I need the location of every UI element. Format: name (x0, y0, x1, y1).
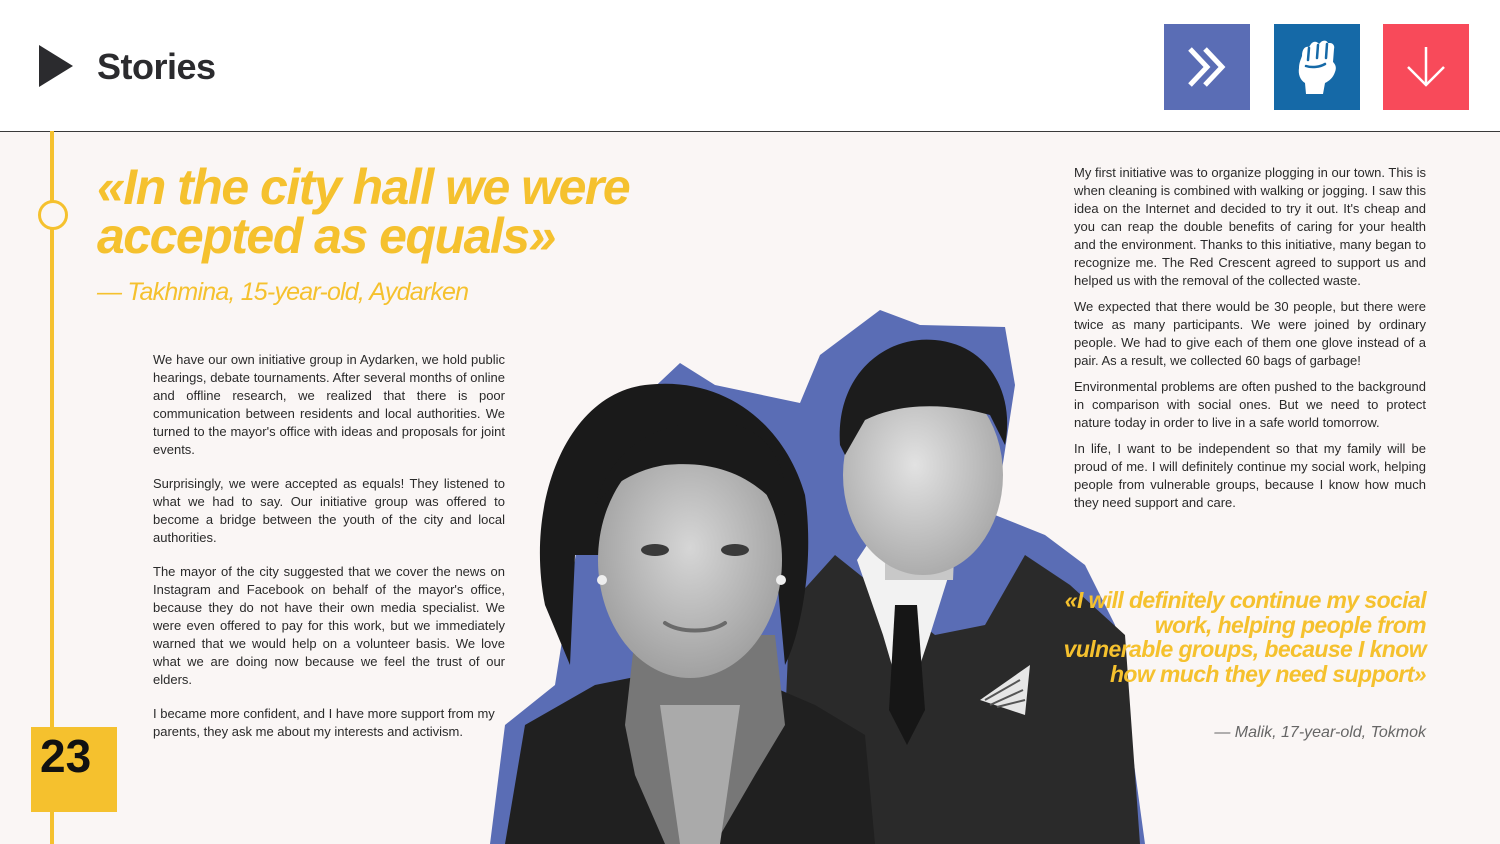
raised-fist-icon (1292, 38, 1342, 96)
side-quote-author: — Malik, 17-year-old, Tokmok (1214, 724, 1426, 741)
fist-button[interactable] (1274, 24, 1360, 110)
page-number: 23 (31, 727, 117, 812)
arrow-down-icon (1402, 43, 1450, 91)
page-title: Stories (97, 46, 216, 87)
paragraph: We have our own initiative group in Aydarken, we hold public hearings, debate tournaments. After several months of online and offline research, we realized that there is poor communication between residents and local authorities. We turned to the mayor's office with ideas and proposals for joint events. (153, 352, 505, 457)
timeline-marker (38, 200, 68, 230)
main-quote-line: accepted as equals» (97, 208, 555, 264)
paragraph: Surprisingly, we were accepted as equals! They listened to what we had to say. Our initiative group was offered to become a bridge between the youth of the city and local authorities. (153, 476, 505, 545)
portrait-photo-collage (485, 305, 1150, 844)
paragraph: My first initiative was to organize plogging in our town. This is when cleaning is combined with walking or jogging. I saw this idea on the Internet and decided to try it out. It's cheap and you can reap the double benefits of caring for your health and the environment. Thanks to this initiative, many began to recognize me. The Red Crescent agreed to support us and helped us with the removal of the collected waste. (1074, 165, 1426, 288)
forward-button[interactable] (1164, 24, 1250, 110)
side-quote: «I will definitely continue my social work, helping people from vulnerable groups, because I know how much they need support» (1063, 587, 1426, 687)
paragraph: Environmental problems are often pushed to the background in comparison with social ones. But we need to protect nature today in order to live in a safe world tomorrow. (1074, 379, 1426, 430)
download-button[interactable] (1383, 24, 1469, 110)
left-article-column (153, 351, 505, 757)
paragraph: In life, I want to be independent so that my family will be proud of me. I will definitely continue my social work, helping people from vulnerable groups, because I know how much they need support and care. (1074, 441, 1426, 510)
paragraph: The mayor of the city suggested that we cover the news on Instagram and Facebook on behalf of the mayor's office, because they do not have their own media specialist. We were even offered to pay for this work, but we immediately warned that we would help on a volunteer basis. We love what we are doing now because we feel the trust of our elders. (153, 564, 505, 687)
paragraph: I became more confident, and I have more support from my parents, they ask me about my interests and activism. (153, 706, 495, 739)
double-chevron-right-icon (1184, 44, 1230, 90)
main-quote-line: «In the city hall we were (97, 159, 630, 215)
play-triangle-icon (39, 45, 73, 87)
paragraph: We expected that there would be 30 people, but there were twice as many participants. We were joined by ordinary people. We had to give each of them one glove instead of a pair. As a result, we collected 60 bags of garbage! (1074, 299, 1426, 368)
right-article-column (1074, 164, 1426, 520)
main-quote (97, 159, 697, 264)
main-quote-author: — Takhmina, 15-year-old, Aydarken (97, 278, 469, 306)
page-header (0, 0, 1500, 132)
